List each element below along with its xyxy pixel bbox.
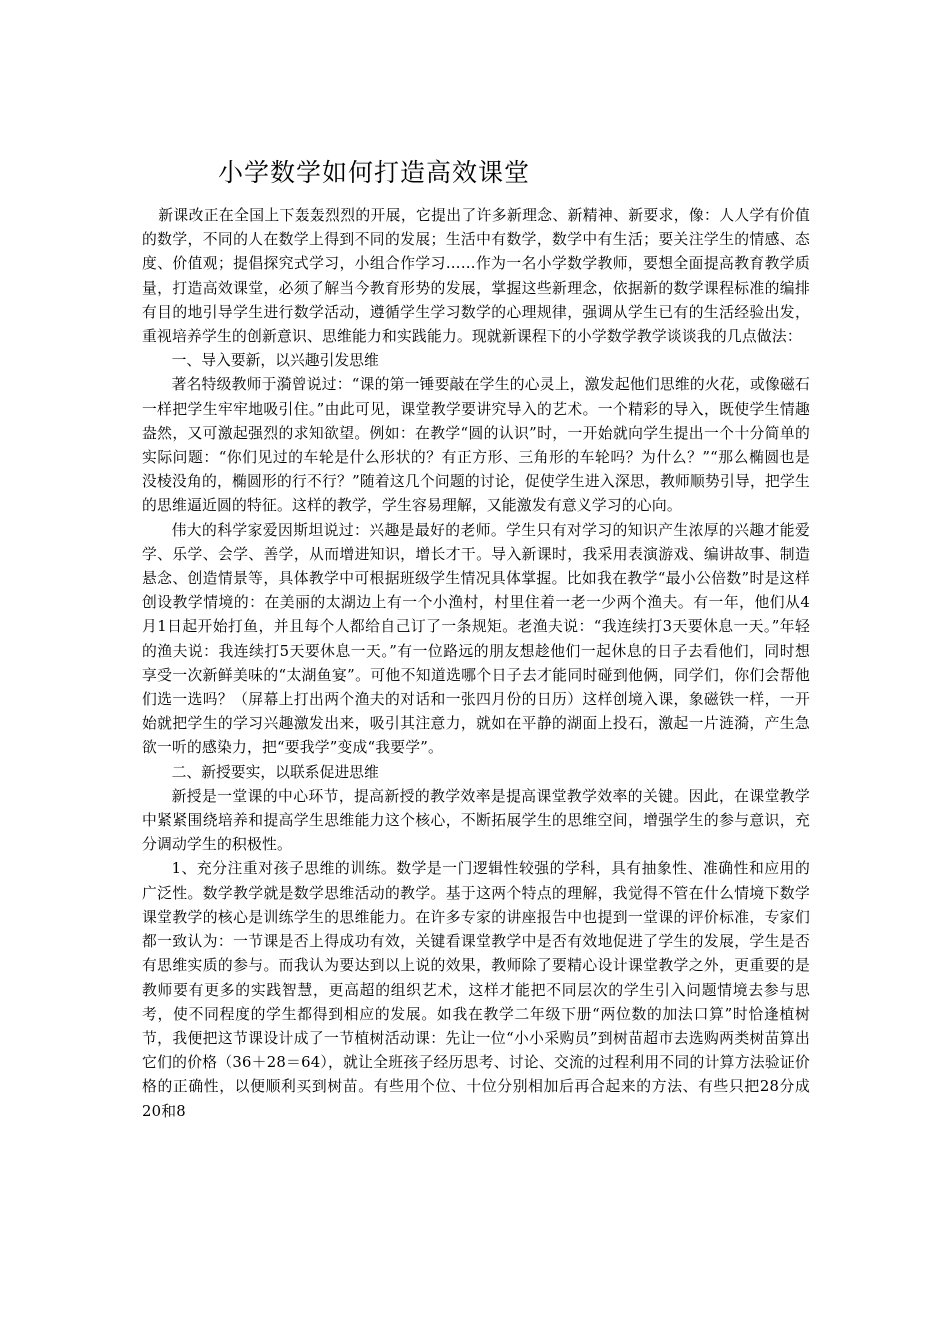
section-2-heading: 二、新授要实，以联系促进思维 <box>171 763 379 781</box>
section-2-paragraph-2: 1、充分注重对孩子思维的训练。数学是一门逻辑性较强的学科，具有抽象性、准确性和应用的广泛性。数学教学就是数学思维活动的教学。基于这两个特点的理解，我觉得不管在什么情境下数学课堂教学的核心是训练学生的思维能力。在许多专家的讲座报告中也提到一堂课的评价标准，专家们都一致认为：一节课是否上得成功有效，关键看课堂教学中是否有效地促进了学生的发展，学生是否有思维实质的参与。而我认为要达到以上说的效果，教师除了要精心设计课堂教学之外，更重要的是教师要有更多的实践智慧，更高超的组织艺术，这样才能把不同层次的学生引入问题情境去参与思考，使不同程度的学生都得到相应的发展。如我在教学二年级下册“两位数的加法口算”时恰逢植树节，我便把这节课设计成了一节植树活动课：先让一位“小小采购员”到树苗超市去选购两类树苗算出它们的价格（36＋28＝64），就让全班孩子经历思考、讨论、交流的过程利用不同的计算方法验证价格的正确性，以便顺利买到树苗。有些用个位、十位分别相加后再合起来的方法、有些只把28分成20和8 <box>142 860 810 1120</box>
section-2-paragraph-1: 新授是一堂课的中心环节，提高新授的教学效率是提高课堂教学效率的关键。因此，在课堂教学中紧紧围绕培养和提高学生思维能力这个核心，不断拓展学生的思维空间，增强学生的参与意识，充分调动学生的积极性。 <box>142 787 810 854</box>
section-1-paragraph-1: 著名特级教师于漪曾说过：“课的第一锤要敲在学生的心灵上，激发起他们思维的火花，或像磁石一样把学生牢牢地吸引住。”由此可见，课堂教学要讲究导入的艺术。一个精彩的导入，既使学生情趣盎然，又可激起强烈的求知欲望。例如：在教学“圆的认识”时，一开始就向学生提出一个十分简单的实际问题：“你们见过的车轮是什么形状的？有正方形、三角形的车轮吗？为什么？”“那么椭圆也是没棱没角的，椭圆形的行不行？”随着这几个问题的讨论，促使学生进入深思，教师顺势引导，把学生的思维逼近圆的特征。这样的教学，学生容易理解，又能激发有意义学习的心向。 <box>142 376 810 515</box>
intro-paragraph: 新课改正在全国上下轰轰烈烈的开展，它提出了许多新理念、新精神、新要求，像：人人学有价值的数学，不同的人在数学上得到不同的发展；生活中有数学，数学中有生活；要关注学生的情感、态度、价值观；提倡探究式学习，小组合作学习……作为一名小学数学教师，要想全面提高教育教学质量，打造高效课堂，必须了解当今教育形势的发展，掌握这些新理念，依据新的数学课程标准的编排有目的地引导学生进行数学活动，遵循学生学习数学的心理规律，强调从学生已有的生活经验出发，重视培养学生的创新意识、思维能力和实践能力。现就新课程下的小学数学教学谈谈我的几点做法： <box>142 207 810 346</box>
document-title: 小学数学如何打造高效课堂 <box>218 158 531 187</box>
section-1-heading: 一、导入要新，以兴趣引发思维 <box>171 352 379 370</box>
section-1-paragraph-2: 伟大的科学家爱因斯坦说过：兴趣是最好的老师。学生只有对学习的知识产生浓厚的兴趣才能爱学、乐学、会学、善学，从而增进知识，增长才干。导入新课时，我采用表演游戏、编讲故事、制造悬念、创造情景等，具体教学中可根据班级学生情况具体掌握。比如我在教学“最小公倍数”时是这样创设教学情境的：在美丽的太湖边上有一个小渔村，村里住着一老一少两个渔夫。有一年，他们从4月1日起开始打鱼，并且每个人都给自己订了一条规矩。老渔夫说：“我连续打3天要休息一天。”年轻的渔夫说：我连续打5天要休息一天。”有一位路远的朋友想趁他们一起休息的日子去看他们，同时想享受一次新鲜美味的“太湖鱼宴”。可他不知道选哪个日子去才能同时碰到他俩，同学们，你们会帮他们选一选吗？（屏幕上打出两个渔夫的对话和一张四月份的日历）这样创境入课，象磁铁一样，一开始就把学生的学习兴趣激发出来，吸引其注意力，就如在平静的湖面上投石，激起一片涟漪，产生急欲一听的感染力，把“要我学”变成“我要学”。 <box>142 521 810 757</box>
document-page <box>142 156 810 1124</box>
